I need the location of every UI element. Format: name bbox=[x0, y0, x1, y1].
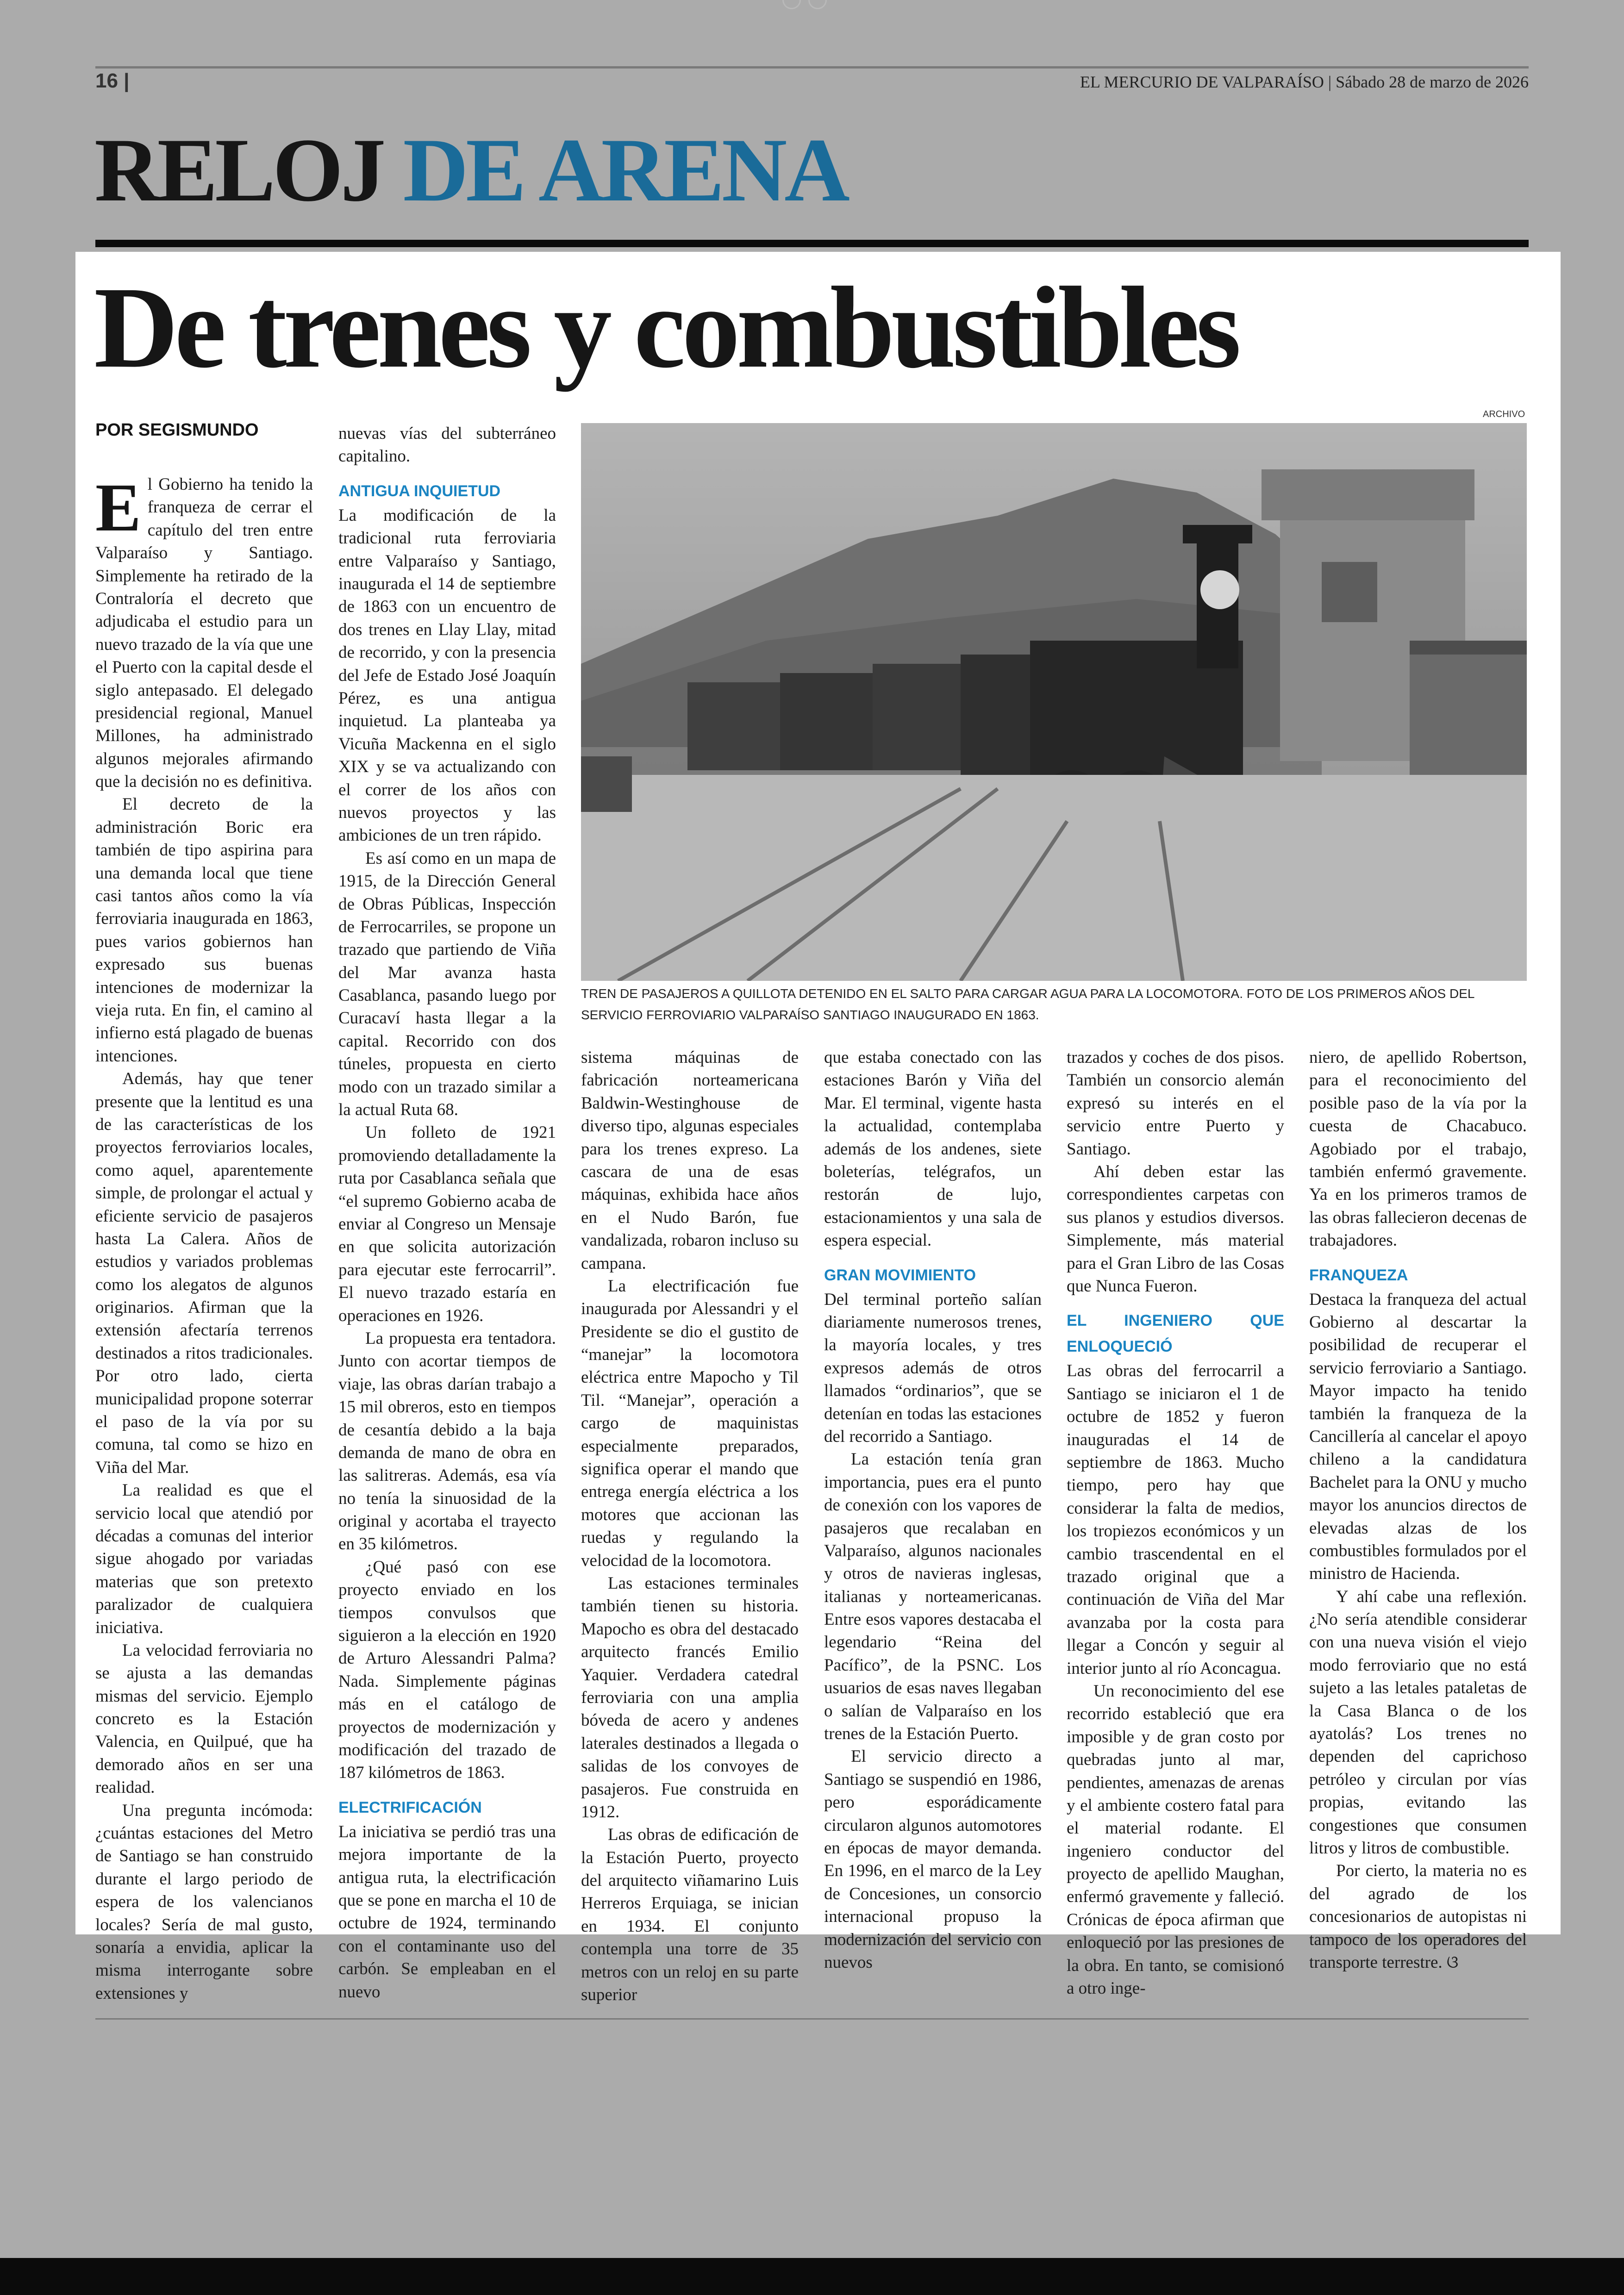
subheading: EL INGENIERO QUE ENLOQUECIÓ bbox=[1067, 1312, 1284, 1356]
section-rule bbox=[95, 240, 1529, 247]
paragraph: La realidad es que el servicio local que atendió por décadas a comunas del interior sigue ahogado por variadas materias que son pretexto paralizador de cualquiera iniciativa. bbox=[95, 1481, 313, 1637]
paragraph: Destaca la franqueza del actual Gobierno al descartar la posibilidad de recuperar el servicio ferroviario a Santiago. Mayor impacto ha tenido también la franqueza de la Cancillería al cancelar el apoyo chileno a la candidatura Bachelet para la ONU y mucho mayor los anuncios directos de elevadas alzas de los combustibles formulados por el ministro de Hacienda. bbox=[1309, 1290, 1527, 1584]
paragraph: sistema máquinas de fabricación norteamericana Baldwin-Westinghouse de diverso tipo, algunas especiales para los trenes expreso. La cascara de una de esas máquinas, exhibida hace años en el Nudo Barón, fue vandalizada, robaron incluso su campana. bbox=[581, 1048, 799, 1273]
section-title-word-2: DE ARENA bbox=[403, 120, 847, 220]
subheading: GRAN MOVIMIENTO bbox=[824, 1266, 976, 1284]
article-panel bbox=[75, 252, 1561, 2005]
paragraph: Las obras del ferrocarril a Santiago se iniciaron el 1 de octubre de 1852 y fueron inauguradas el 14 de septiembre de 1863. Mucho tiempo, pero hay que considerar la falta de medios, los tropiezos económicos y un cambio trascendental en el trazado original que a continuación de Viña del Mar avanzaba por la costa para llegar a Concón y seguir al interior junto al río Aconcagua. bbox=[1067, 1361, 1284, 1678]
headline: De trenes y combustibles bbox=[94, 262, 1238, 392]
article-column-5 bbox=[1067, 1046, 1284, 2000]
paragraph: El servicio directo a Santiago se suspendió en 1986, pero esporádicamente circularon algunos automotores en épocas de mayor demanda. En 1996, en el marco de la Ley de Concesiones, un consorcio internacional propuso la modernización del servicio con nuevos bbox=[824, 1747, 1042, 1972]
article-column-4 bbox=[824, 1046, 1042, 1974]
paragraph: La estación tenía gran importancia, pues era el punto de conexión con los vapores de pasajeros que recalaban en Valparaíso, algunos nacionales y otros de navieras inglesas, italianas y norteamericanas. Entre esos vapores destacaba el legendario “Reina del Pacífico”, de la PSNC. Los usuarios de esas naves llegaban o salían de Valparaíso en los trenes de la Estación Puerto. bbox=[824, 1450, 1042, 1744]
paragraph-text: l Gobierno ha tenido la franqueza de cerrar el capítulo del tren entre Valparaíso y Santiago. Simplemente ha retirado de la Contraloría el decreto que adjudicaba el estudio para un nuevo trazado de la vía que une el Puerto con la capital desde el siglo antepasado. El delegado presidencial regional, Manuel Millones, ha administrado algunos mejorales afirmando que la decisión no es definitiva. bbox=[95, 475, 313, 792]
paragraph: El decreto de la administración Boric era también de tipo aspirina para una demanda local que tiene casi tantos años como la vía ferroviaria inaugurada en 1863, pues varios gobiernos han expresado sus buenas intenciones de modernizar la vieja ruta. En fin, el camino al infierno está plagado de buenas intenciones. bbox=[95, 795, 313, 1066]
paragraph: nuevas vías del subterráneo capitalino. bbox=[338, 424, 556, 466]
end-mark-icon: ଓ bbox=[1446, 1952, 1459, 1972]
subheading: ELECTRIFICACIÓN bbox=[338, 1798, 482, 1816]
photo-credit: ARCHIVO bbox=[1483, 409, 1525, 419]
paragraph: Y ahí cabe una reflexión. ¿No sería atendible considerar con una nueva visión el viejo modo ferroviario que no está sujeto a las letales pataletas de la Casa Blanca o de los ayatolás? Los trenes no dependen del caprichoso petróleo y circulan por vías propias, evitando las congestiones que consumen litros y litros de combustible. bbox=[1309, 1587, 1527, 1858]
article-column-2 bbox=[338, 422, 556, 2003]
paragraph: Las obras de edificación de la Estación Puerto, proyecto del arquitecto viñamarino Luis Herreros Erquiaga, se inician en 1934. El conjunto contempla una torre de 35 metros con un reloj en su parte superior bbox=[581, 1825, 799, 2005]
section-title-word-1: RELOJ bbox=[94, 120, 383, 220]
train-photo bbox=[581, 423, 1527, 981]
footer-rule bbox=[95, 2018, 1529, 2020]
paragraph: Una pregunta incómoda: ¿cuántas estaciones del Metro de Santiago se han construido durante el largo periodo de espera de los valencianos locales? Sería de mal gusto, sonaría a envidia, aplicar la misma interrogante sobre extensiones y bbox=[95, 1801, 313, 2003]
prev-page-icon[interactable] bbox=[782, 0, 801, 9]
page-number: 16 | bbox=[95, 69, 130, 92]
header-rule bbox=[95, 66, 1529, 69]
paragraph: Del terminal porteño salían diariamente numerosos trenes, la mayoría locales, y tres expresos además de otros llamados “ordinarios”, que se detenían en todas las estaciones del recorrido a Santiago. bbox=[824, 1290, 1042, 1446]
dropcap: E bbox=[95, 470, 141, 546]
paragraph: trazados y coches de dos pisos. También un consorcio alemán expresó su interés en el servicio entre Puerto y Santiago. bbox=[1067, 1048, 1284, 1159]
paragraph: que estaba conectado con las estaciones Barón y Viña del Mar. El terminal, vigente hasta la actualidad, contemplaba además de los andenes, siete boleterías, telégrafos, un restorán de lujo, estacionamientos y una sala de espera especial. bbox=[824, 1048, 1042, 1250]
paragraph: La propuesta era tentadora. Junto con acortar tiempos de viaje, las obras darían trabajo a 15 mil obreros, esto en tiempos de cesantía debido a la baja demanda de mano de obra en las salitreras. Además, esa vía no tenía la sinuosidad de la original y acortaba el trayecto en 35 kilómetros. bbox=[338, 1328, 556, 1554]
paragraph: Un folleto de 1921 promoviendo detalladamente la ruta por Casablanca señala que “el supremo Gobierno acaba de enviar al Congreso un Mensaje en que solicita autorización para ejecutar este ferrocarril”. El nuevo trazado estaría en operaciones en 1926. bbox=[338, 1123, 556, 1325]
paragraph: niero, de apellido Robertson, para el reconocimiento del posible paso de la vía por la cuesta de Chacabuco. Agobiado por el trabajo, también enfermó gravemente. Ya en los primeros tramos de las obras fallecieron decenas de trabajadores. bbox=[1309, 1048, 1527, 1250]
paragraph: Ahí deben estar las correspondientes carpetas con sus planos y estudios diversos. Simplemente, más material para el Gran Libro de las Cosas que Nunca Fueron. bbox=[1067, 1162, 1284, 1296]
paragraph: ¿Qué pasó con ese proyecto enviado en los tiempos convulsos que siguieron a la elección en 1920 de Arturo Alessandri Palma? Nada. Simplemente páginas más en el catálogo de proyectos de modernización y modificación del trazado de 187 kilómetros de 1863. bbox=[338, 1557, 556, 1783]
subheading: FRANQUEZA bbox=[1309, 1266, 1408, 1284]
paragraph-text: Por cierto, la materia no es del agrado de los concesionarios de autopistas ni tampoco de los operadores del transporte terrestre. bbox=[1309, 1861, 1527, 1972]
paragraph bbox=[1309, 1859, 1527, 1974]
paragraph: Además, hay que tener presente que la lentitud es una de las características de los proyectos ferroviarios locales, como aquel, aparentemente simple, de prolongar el actual y eficiente servicio de pasajeros hasta La Calera. Años de estudios y variados problemas como los alegatos de algunos originarios. Afirman que la extensión afectaría terrenos destinados a ritos tradicionales. Por otro lado, cierta municipalidad propone soterrar el paso de la vía por su comuna, tal como se hizo en Viña del Mar. bbox=[95, 1069, 313, 1477]
paragraph: Es así como en un mapa de 1915, de la Dirección General de Obras Públicas, Inspección de Ferrocarriles, se propone un trazado que partiendo de Viña del Mar avanza hasta Casablanca, pasando luego por Curacaví hasta llegar a la capital. Recorrido con dos túneles, propuesta en cierto modo con un trazado similar a la actual Ruta 68. bbox=[338, 848, 556, 1120]
viewer-bottom-bar bbox=[0, 2258, 1624, 2295]
page-nav-dots[interactable] bbox=[782, 0, 843, 14]
paragraph: La velocidad ferroviaria no se ajusta a las demandas mismas del servicio. Ejemplo concreto es la Estación Valencia, en Quilpué, que ha demorado años en ser una realidad. bbox=[95, 1640, 313, 1797]
subheading: ANTIGUA INQUIETUD bbox=[338, 482, 501, 500]
paragraph: La modificación de la tradicional ruta ferroviaria entre Valparaíso y Santiago, inaugurada el 14 de septiembre de 1863 con un encuentro de dos trenes en Llay Llay, mitad de recorrido, y con la presencia del Jefe de Estado José Joaquín Pérez, es una antigua inquietud. La planteaba ya Vicuña Mackenna en el siglo XIX y se va actualizando con el correr de los años con nuevos proyectos y las ambiciones de un tren rápido. bbox=[338, 505, 556, 845]
paragraph: La iniciativa se perdió tras una mejora importante de la antigua ruta, la electrificación que se pone en marcha el 10 de octubre de 1924, terminando con el contaminante uso del carbón. Se empleaban en el nuevo bbox=[338, 1822, 556, 2002]
article-column-6 bbox=[1309, 1046, 1527, 1974]
paragraph: Las estaciones terminales también tienen su historia. Mapocho es obra del destacado arquitecto francés Emilio Yaquier. Verdadera catedral ferroviaria con una amplia bóveda de acero y andenes laterales destinados a llegada o salidas de los convoyes de pasajeros. Fue construida en 1912. bbox=[581, 1573, 799, 1821]
article-column-3 bbox=[581, 1046, 799, 2006]
byline: POR SEGISMUNDO bbox=[95, 420, 259, 440]
publication-dateline: EL MERCURIO DE VALPARAÍSO | Sábado 28 de marzo de 2026 bbox=[1080, 73, 1529, 91]
section-title bbox=[94, 120, 847, 220]
article-column-1 bbox=[95, 470, 313, 2005]
paragraph: Un reconocimiento del ese recorrido estableció que era imposible y de gran costo por quebradas junto al mar, pendientes, amenazas de arenas y el ambiente costero fatal para el material rodante. El ingeniero conductor del proyecto de apellido Maughan, enfermó gravemente y falleció. Crónicas de época afirman que enloqueció por las presiones de la obra. En tanto, se comisionó a otro inge- bbox=[1067, 1681, 1284, 1998]
next-page-icon[interactable] bbox=[808, 0, 827, 9]
paragraph-intro bbox=[95, 470, 313, 793]
paragraph: La electrificación fue inaugurada por Alessandri y el Presidente se dio el gustito de “manejar” la locomotora eléctrica entre Mapocho y Til Til. “Manejar”, operación a cargo de maquinistas especialmente preparados, significa operar el mando que entrega energía eléctrica a los motores que accionan las ruedas y regulando la velocidad de la locomotora. bbox=[581, 1276, 799, 1570]
photo-caption: TREN DE PASAJEROS A QUILLOTA DETENIDO EN EL SALTO PARA CARGAR AGUA PARA LA LOCOMOTORA. FOTO DE LOS PRIMEROS AÑOS DEL SERVICIO FERROVIARIO VALPARAÍSO SANTIAGO INAUGURADO EN 1863. bbox=[581, 986, 1474, 1023]
